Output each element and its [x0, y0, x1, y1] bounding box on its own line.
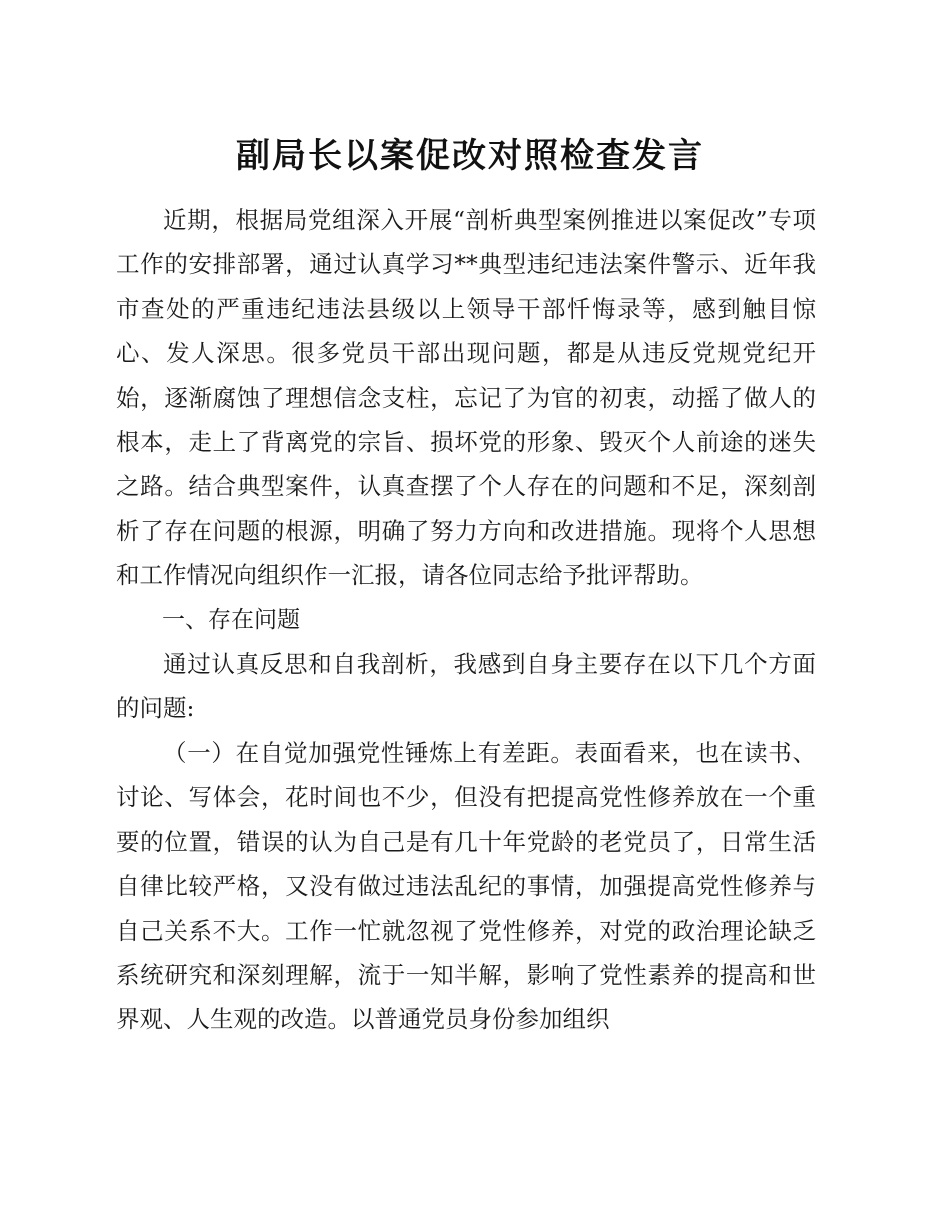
- item-body: 表面看来，也在读书、讨论、写体会，花时间也不少，但没有把提高党性修养放在一个重要的位置，错误的认为自己是有几十年党龄的老党员了，日常生活自律比较严格，又没有做过违法乱纪的事情，加强提高党性修养与自己关系不大。工作一忙就忽视了党性修养，对党的政治理论缺乏系统研究和深刻理解，流于一知半解，影响了党性素养的提高和世界观、人生观的改造。以普通党员身份参加组织: [116, 738, 817, 1034]
- document-title: 副局长以案促改对照检查发言: [236, 136, 704, 176]
- section-heading: 一、存在问题: [162, 606, 300, 633]
- section-intro-paragraph: 通过认真反思和自我剖析，我感到自身主要存在以下几个方面的问题:: [116, 650, 816, 723]
- document-body: [116, 198, 816, 1042]
- intro-paragraph: 近期，根据局党组深入开展“剖析典型案例推进以案促改”专项工作的安排部署，通过认真学习**典型违纪违法案件警示、近年我市查处的严重违纪违法县级以上领导干部忏悔录等，感到触目惊心、发人深思。很多党员干部出现问题，都是从违反党规党纪开始，逐渐腐蚀了理想信念支柱，忘记了为官的初衷，动摇了做人的根本，走上了背离党的宗旨、损坏党的形象、毁灭个人前途的迷失之路。结合典型案件，认真查摆了个人存在的问题和不足，深刻剖析了存在问题的根源，明确了努力方向和改进措施。现将个人思想和工作情况向组织作一汇报，请各位同志给予批评帮助。: [116, 206, 816, 590]
- item-paragraph: [116, 731, 816, 1042]
- item-heading: （一）在自觉加强党性锤炼上有差距。: [163, 738, 575, 767]
